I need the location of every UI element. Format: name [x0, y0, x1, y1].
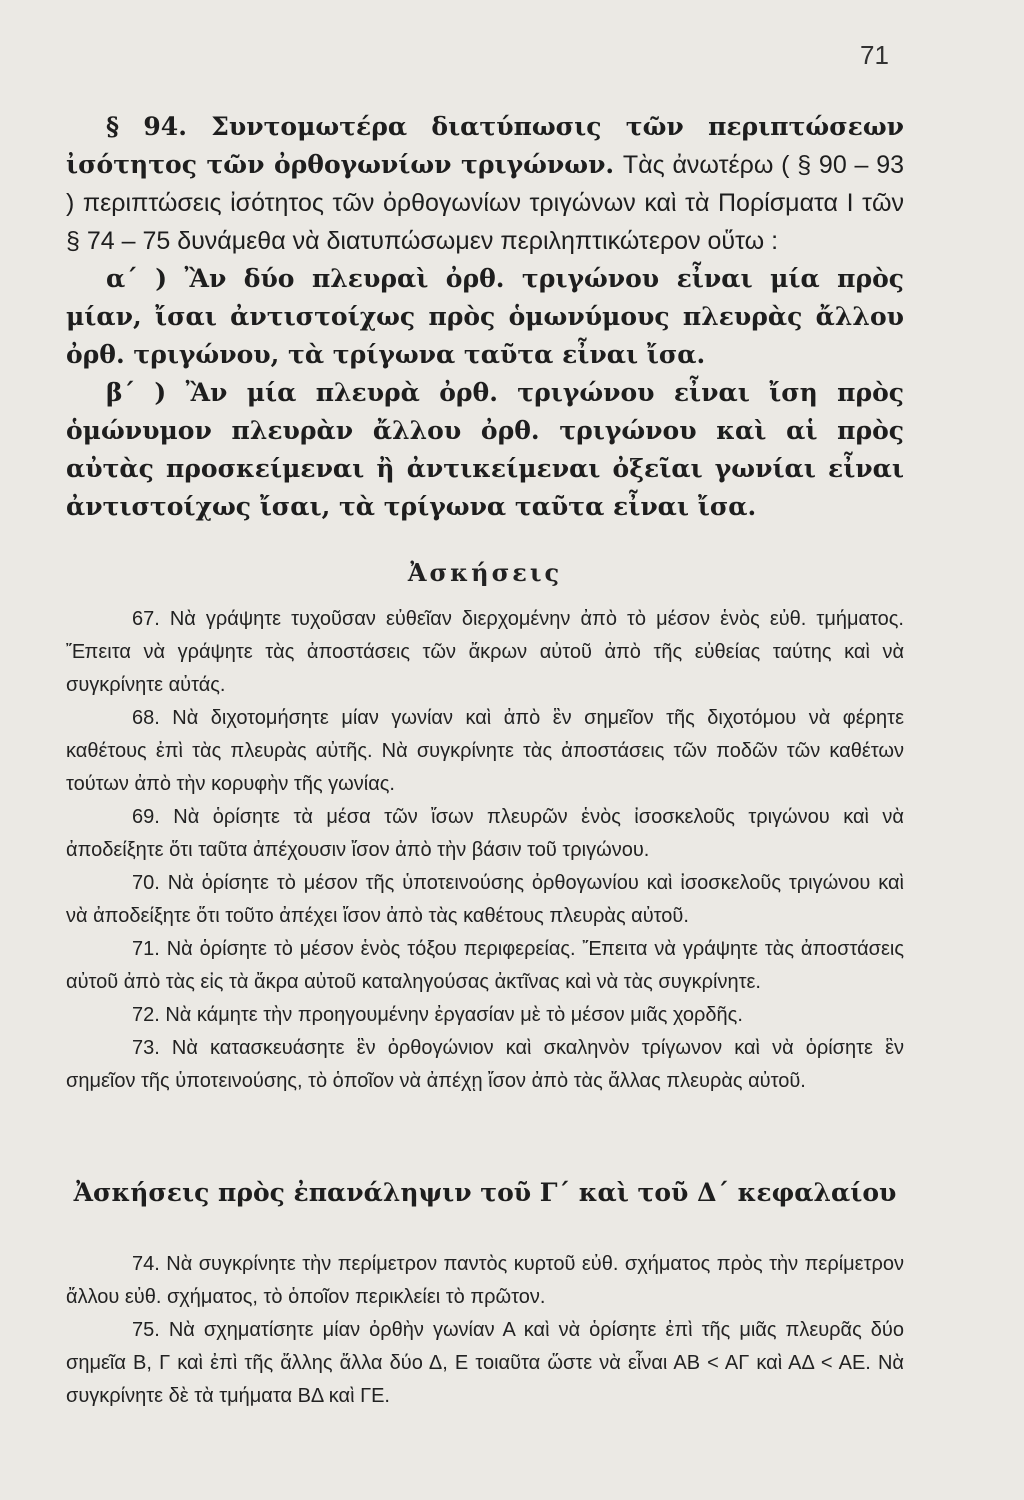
- exercise-item: 67. Νὰ γράψητε τυχοῦσαν εὐθεῖαν διερχομένην ἀπὸ τὸ μέσον ἑνὸς εὐθ. τμήματος. Ἔπειτα νὰ γράψητε τὰς ἀποστάσεις τῶν ἄκρων αὐτοῦ ἀπὸ τῆς εὐθείας ταύτης καὶ νὰ συγκρίνητε αὐτάς.: [66, 608, 904, 696]
- case-a: α΄ ) Ἂν δύο πλευραὶ ὀρθ. τριγώνου εἶναι μία πρὸς μίαν, ἴσαι ἀντιστοίχως πρὸς ὁμωνύμους πλευρὰς ἄλλου ὀρθ. τριγώνου, τὰ τρίγωνα ταῦτα εἶναι ἴσα.: [66, 264, 904, 369]
- exercise-item: 71. Νὰ ὁρίσητε τὸ μέσον ἑνὸς τόξου περιφερείας. Ἔπειτα νὰ γράψητε τὰς ἀποστάσεις αὐτοῦ ἀπὸ τὰς εἰς τὰ ἄκρα αὐτοῦ καταληγούσας ἀκτῖνας καὶ νὰ τὰς συγκρίνητε.: [66, 938, 904, 993]
- exercise-item: 73. Νὰ κατασκευάσητε ἓν ὀρθογώνιον καὶ σκαληνὸν τρίγωνον καὶ νὰ ὁρίσητε ἓν σημεῖον τῆς ὑποτεινούσης, τὸ ὁποῖον νὰ ἀπέχῃ ἴσον ἀπὸ τὰς ἄλλας πλευρὰς αὐτοῦ.: [66, 1037, 904, 1092]
- review-exercise-item: 75. Νὰ σχηματίσητε μίαν ὀρθὴν γωνίαν Α καὶ νὰ ὁρίσητε ἐπὶ τῆς μιᾶς πλευρᾶς δύο σημεῖα Β, Γ καὶ ἐπὶ τῆς ἄλλης ἄλλα δύο Δ, Ε τοιαῦτα ὥστε νὰ εἶναι ΑΒ < ΑΓ καὶ ΑΔ < ΑΕ. Νὰ συγκρίνητε δὲ τὰ τμήματα ΒΔ καὶ ΓΕ.: [66, 1319, 904, 1407]
- review-heading: Ἀσκήσεις πρὸς ἐπανάληψιν τοῦ Γ΄ καὶ τοῦ Δ΄ κεφαλαίου: [73, 1178, 897, 1207]
- exercise-item: 70. Νὰ ὁρίσητε τὸ μέσον τῆς ὑποτεινούσης ὀρθογωνίου καὶ ἰσοσκελοῦς τριγώνου καὶ νὰ ἀποδείξητε ὅτι τοῦτο ἀπέχει ἴσον ἀπὸ τὰς καθέτους πλευρὰς αὐτοῦ.: [66, 872, 904, 927]
- review-exercises-list: [66, 1248, 904, 1413]
- exercises-list: [66, 558, 904, 1098]
- section-intro: Τὰς ἀνωτέρω ( § 90 – 93 ) περιπτώσεις ἰσότητος τῶν ὀρθογωνίων τριγώνων καὶ τὰ Πορίσματα Ι τῶν § 74 – 75 δυνάμεθα νὰ διατυπώσωμεν περιληπτικώτερον οὕτω :: [66, 151, 905, 255]
- page-number: 71: [860, 40, 889, 70]
- exercise-item: 69. Νὰ ὁρίσητε τὰ μέσα τῶν ἴσων πλευρῶν ἑνὸς ἰσοσκελοῦς τριγώνου καὶ νὰ ἀποδείξητε ὅτι ταῦτα ἀπέχουσιν ἴσον ἀπὸ τὴν βάσιν τοῦ τριγώνου.: [66, 806, 904, 861]
- section-94: [66, 108, 904, 526]
- exercises-heading: Ἀσκήσεις: [407, 558, 563, 587]
- case-b: β΄ ) Ἂν μία πλευρὰ ὀρθ. τριγώνου εἶναι ἴση πρὸς ὁμώνυμον πλευρὰν ἄλλου ὀρθ. τριγώνου καὶ αἱ πρὸς αὐτὰς προσκείμεναι ἢ ἀντικείμεναι ὀξεῖαι γωνίαι εἶναι ἀντιστοίχως ἴσαι, τὰ τρίγωνα ταῦτα εἶναι ἴσα.: [66, 378, 904, 521]
- review-exercise-item: 74. Νὰ συγκρίνητε τὴν περίμετρον παντὸς κυρτοῦ εὐθ. σχήματος πρὸς τὴν περίμετρον ἄλλου εὐθ. σχήματος, τὸ ὁποῖον περικλείει τὸ πρῶτον.: [66, 1253, 904, 1308]
- section-heading: § 94. Συντομωτέρα διατύπωσις τῶν περιπτώσεων ἰσότητος τῶν ὀρθογωνίων τριγώνων.: [66, 112, 904, 179]
- section-paragraph: [66, 108, 904, 260]
- exercise-item: 72. Νὰ κάμητε τὴν προηγουμένην ἐργασίαν μὲ τὸ μέσον μιᾶς χορδῆς.: [132, 1004, 743, 1026]
- exercise-item: 68. Νὰ διχοτομήσητε μίαν γωνίαν καὶ ἀπὸ ἓν σημεῖον τῆς διχοτόμου νὰ φέρητε καθέτους ἐπὶ τὰς πλευρὰς αὐτῆς. Νὰ συγκρίνητε τὰς ἀποστάσεις τῶν ποδῶν τῶν καθέτων τούτων ἀπὸ τὴν κορυφὴν τῆς γωνίας.: [66, 707, 904, 795]
